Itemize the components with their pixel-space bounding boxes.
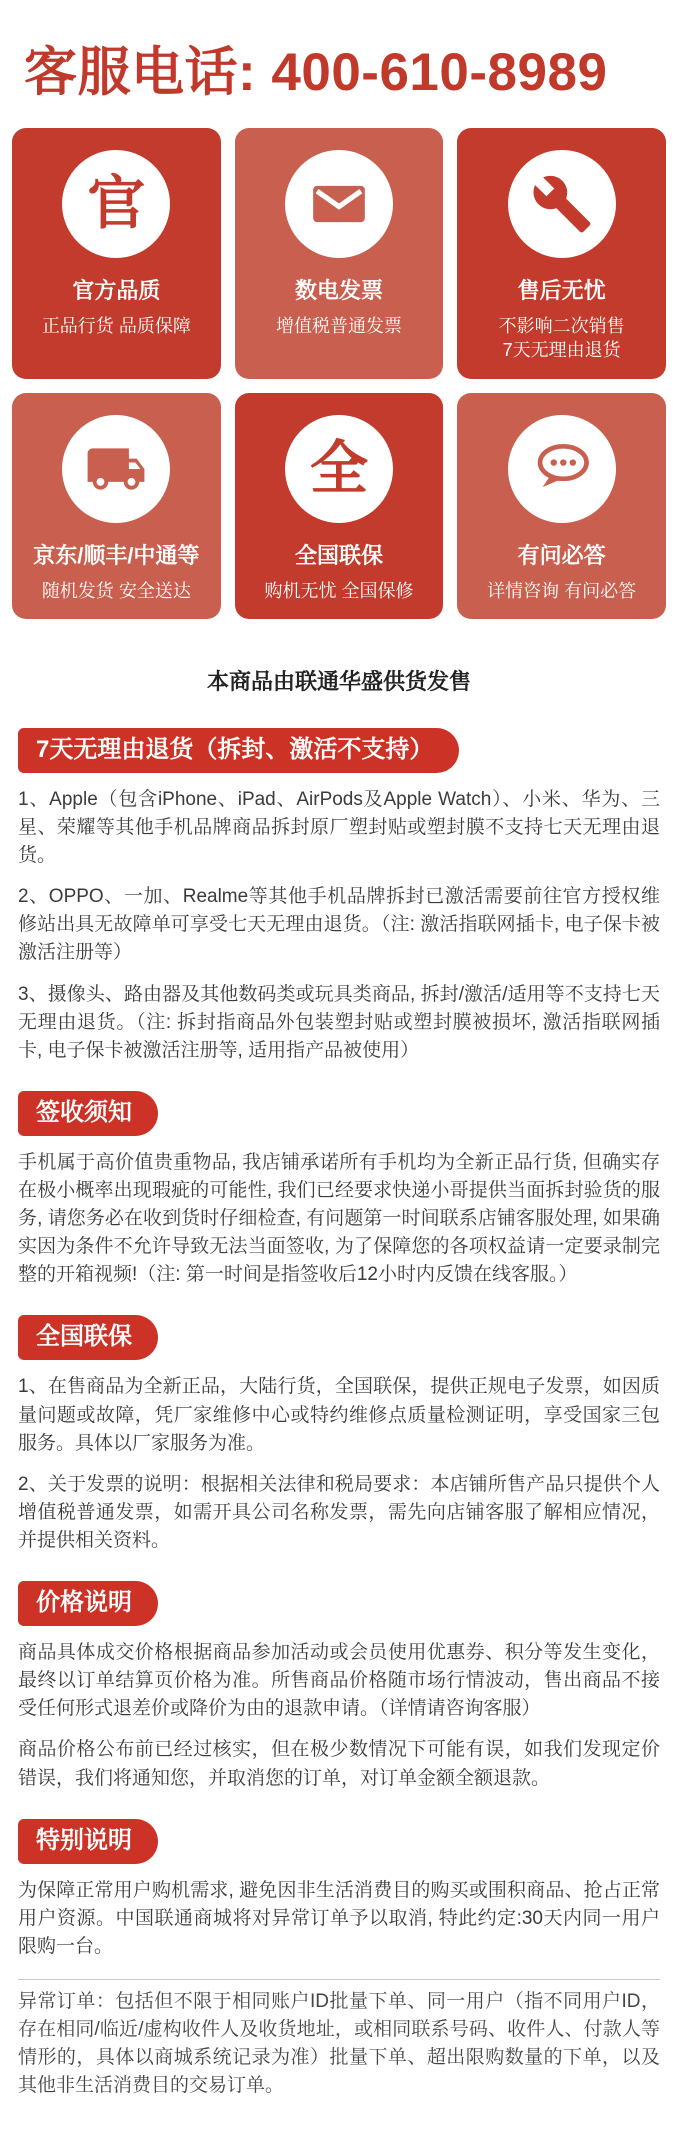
policy-paragraph: 商品具体成交价格根据商品参加活动或会员使用优惠券、积分等发生变化，最终以订单结算页价格为准。所售商品价格随市场行情波动，售出商品不接受任何形式退差价或降价为由的退款申请。（详情请咨询客服） (18, 1642, 660, 1720)
section-title-pill: 7天无理由退货（拆封、激活不支持） (18, 728, 459, 773)
card-subtitle: 正品行货 品质保障 (41, 316, 191, 336)
card-title: 官方品质 (72, 278, 161, 303)
card-qa (457, 393, 666, 619)
policy-paragraph: 2、OPPO、一加、Realme等其他手机品牌拆封已激活需要前往官方授权维修站出具无故障单可享受七天无理由退货。（注: 激活指联网插卡, 电子保卡被激活注册等） (18, 886, 660, 964)
feature-card-grid (12, 128, 666, 619)
card-title: 数电发票 (294, 278, 383, 303)
supplier-note: 本商品由联通华盛供货发售 (206, 668, 471, 694)
official-seal-icon: 官 (62, 150, 170, 258)
divider (18, 1979, 660, 1980)
card-title: 全国联保 (294, 542, 383, 568)
section-title-pill: 价格说明 (18, 1581, 158, 1626)
chat-bubble-icon (508, 415, 616, 523)
card-subtitle: 购机无忧 全国保修 (264, 580, 414, 601)
card-subtitle: 不影响二次销售 7天无理由退货 (498, 316, 625, 361)
policy-paragraph: 1、在售商品为全新正品，大陆行货，全国联保，提供正规电子发票，如因质量问题或故障，凭厂家维修中心或特约维修点质量检测证明，享受国家三包服务。具体以厂家服务为准。 (18, 1376, 660, 1454)
policy-section-special (18, 1793, 660, 1961)
card-title: 京东/顺丰/中通等 (33, 542, 200, 568)
card-shipping (12, 393, 221, 619)
customer-service-phone: 客服电话: 400-610-8989 (24, 43, 608, 102)
wrench-icon (508, 150, 616, 258)
policy-section-warranty (18, 1289, 660, 1555)
policy-section-pricing (18, 1555, 660, 1793)
quan-badge-icon: 全 (285, 415, 393, 523)
abnormal-order-note: 异常订单：包括但不限于相同账户ID批量下单、同一用户（指不同用户ID，存在相同/临近/虚构收件人及收货地址，或相同联系号码、收件人、付款人等情形的，具体以商城系统记录为准）批量下单、超出限购数量的下单，以及其他非生活消费目的交易订单。 (18, 1990, 660, 2097)
card-subtitle: 随机发货 安全送达 (41, 580, 191, 601)
policy-paragraph: 手机属于高价值贵重物品, 我店铺承诺所有手机均为全新正品行货, 但确实存在极小概率出现瑕疵的可能性, 我们已经要求快递小哥提供当面拆封验货的服务, 请您务必在收到货时仔细检查, 有问题第一时间联系店铺客服处理, 如果确实因为条件不允许导致无法当面签收, 为了保障您的各项权益请一定要录制完整的开箱视频!（注: 第一时间是指签收后12小时内反馈在线客服。） (18, 1151, 660, 1286)
card-subtitle: 详情咨询 有问必答 (487, 580, 637, 601)
section-title-pill: 特别说明 (18, 1819, 158, 1864)
policy-paragraph: 1、Apple（包含iPhone、iPad、AirPods及Apple Watch）、小米、华为、三星、荣耀等其他手机品牌商品拆封原厂塑封贴或塑封膜不支持七天无理由退货。 (18, 788, 660, 867)
truck-icon (62, 415, 170, 523)
policy-section-signoff (18, 1065, 660, 1290)
policy-paragraph: 2、关于发票的说明：根据相关法律和税局要求：本店铺所售产品只提供个人增值税普通发票，如需开具公司名称发票，需先向店铺客服了解相应情况，并提供相关资料。 (18, 1473, 660, 1551)
section-title-pill: 全国联保 (18, 1315, 158, 1360)
card-subtitle: 增值税普通发票 (275, 316, 402, 336)
card-aftersales (457, 128, 666, 379)
policy-paragraph: 为保障正常用户购机需求, 避免因非生活消费目的购买或围积商品、抢占正常用户资源。中国联通商城将对异常订单予以取消, 特此约定:30天内同一用户限购一台。 (18, 1879, 660, 1957)
section-title-pill: 签收须知 (18, 1091, 158, 1136)
policy-paragraph: 商品价格公布前已经过核实，但在极少数情况下可能有误，如我们发现定价错误，我们将通知您，并取消您的订单，对订单金额全额退款。 (18, 1739, 660, 1789)
card-official-quality (12, 128, 221, 379)
policy-paragraph: 3、摄像头、路由器及其他数码类或玩具类商品, 拆封/激活/适用等不支持七天无理由退货。（注: 拆封指商品外包装塑封贴或塑封膜被损坏, 激活指联网插卡, 电子保卡被激活注册等, 适用指产品被使用） (18, 983, 660, 1061)
card-national-warranty (235, 393, 444, 619)
policy-section-return (18, 696, 660, 1065)
card-title: 售后无忧 (517, 278, 606, 303)
card-digital-invoice (235, 128, 444, 379)
card-title: 有问必答 (517, 542, 606, 568)
envelope-icon (285, 150, 393, 258)
